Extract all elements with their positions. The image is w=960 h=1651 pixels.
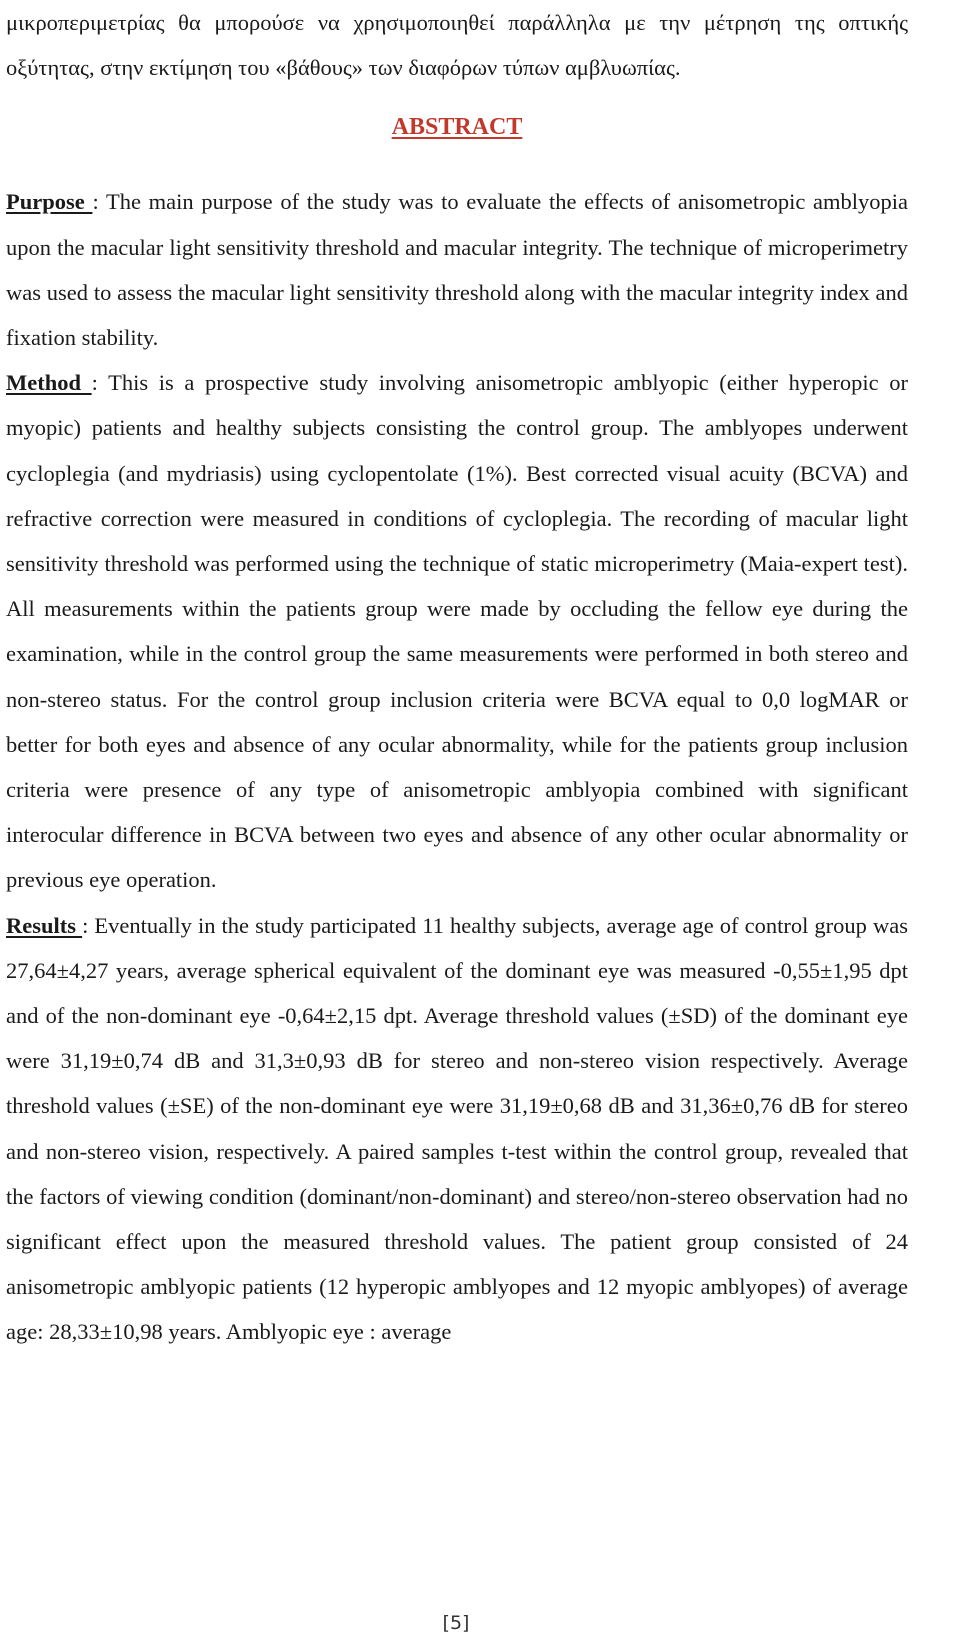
method-label: Method — [6, 370, 92, 396]
results-paragraph — [6, 903, 908, 1355]
intro-paragraph: μικροπεριμετρίας θα μπορούσε να χρησιμοποιηθεί παράλληλα με την μέτρηση της οπτικής οξύτητας, στην εκτίμηση του «βάθους» των διαφόρων τύπων αμβλυωπίας. — [6, 10, 908, 81]
results-text: : Eventually in the study participated 11 healthy subjects, average age of control group was 27,64±4,27 years, average spherical equivalent of the dominant eye was measured -0,55±1,95 dpt and of the non-dominant eye -0,64±2,15 dpt. Average threshold values (±SD) of the dominant eye were 31,19±0,74 dB and 31,3±0,93 dB for stereo and non-stereo vision respectively. Average threshold values (±SE) of the non-dominant eye were 31,19±0,68 dB and 31,36±0,76 dB for stereo and non-stereo vision, respectively. A paired samples t-test within the control group, revealed that the factors of viewing condition (dominant/non-dominant) and stereo/non-stereo observation had no significant effect upon the measured threshold values. The patient group consisted of 24 anisometropic amblyopic patients (12 hyperopic amblyopes and 12 myopic amblyopes) of average age: 28,33±10,98 years. Amblyopic eye : average — [6, 912, 908, 1345]
abstract-heading: ABSTRACT — [391, 114, 523, 141]
purpose-label: Purpose — [6, 189, 93, 215]
results-label: Results — [6, 912, 83, 938]
page-number: [5] — [442, 1612, 470, 1634]
purpose-text: : The main purpose of the study was to evaluate the effects of anisometropic amblyopia upon the macular light sensitivity threshold and macular integrity. The technique of microperimetry was used to assess the macular light sensitivity threshold along with the macular integrity index and fixation stability. — [6, 189, 908, 351]
method-text: : This is a prospective study involving anisometropic amblyopic (either hyperopic or myopic) patients and healthy subjects consisting the control group. The amblyopes underwent cycloplegia (and mydriasis) using cyclopentolate (1%). Best corrected visual acuity (BCVA) and refractive correction were measured in conditions of cycloplegia. The recording of macular light sensitivity threshold was performed using the technique of static microperimetry (Maia-expert test). All measurements within the patients group were made by occluding the fellow eye during the examination, while in the control group the same measurements were performed in both stereo and non-stereo status. For the control group inclusion criteria were BCVA equal to 0,0 logMAR or better for both eyes and absence of any ocular abnormality, while for the patients group inclusion criteria were presence of any type of anisometropic amblyopia combined with significant interocular difference in BCVA between two eyes and absence of any other ocular abnormality or previous eye operation. — [6, 370, 908, 893]
purpose-paragraph — [6, 179, 908, 360]
document-page — [6, 0, 908, 1355]
method-paragraph — [6, 360, 908, 902]
